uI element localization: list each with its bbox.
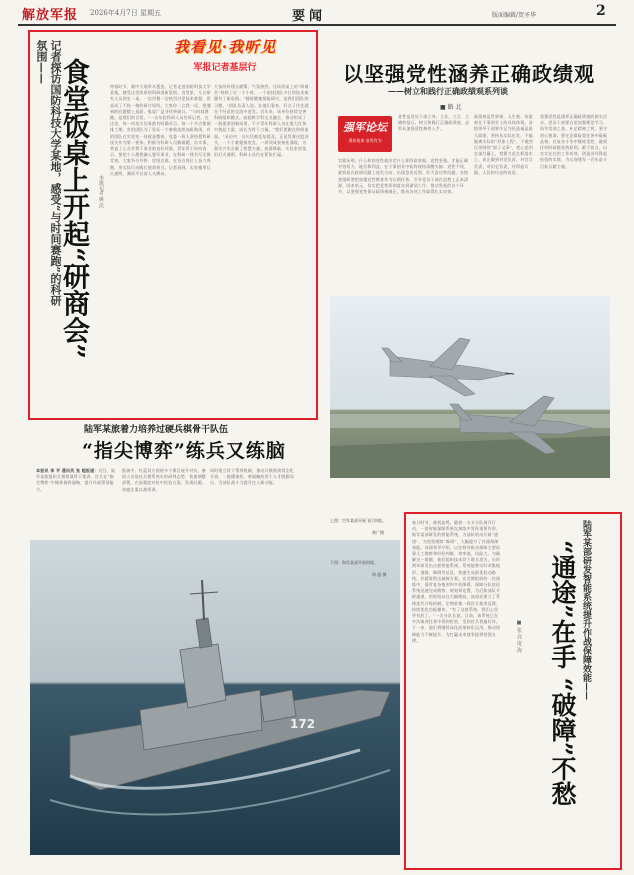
column-badge-sub: 勇担使命 奋发有为: [348, 138, 382, 143]
warship-photo: [30, 540, 400, 855]
banner-subtitle: 军报记者基层行: [193, 63, 257, 73]
jet-credit: 黄广摄: [372, 530, 384, 535]
right-article-headline: “通途”在手 “破障”不愁: [548, 540, 577, 807]
masthead-rule: [18, 24, 616, 26]
page-editors: 版面编辑/贺圣华: [492, 12, 537, 19]
feature-body-col-1: 仲春时节，湘中大地草木葱茏。记者走进国防科技大学某地，感受这里浓厚的科研创新氛围。食堂里，几名研究人员围坐一桌，一边用餐一边热烈讨论技术难题，饭桌成了不拘一格的研讨场所。大家你一言我一语，把遇到的问题摆上桌面，集思广益寻找突破口。“与时间赛跑，是我们的日常。”一名年轻科研人员告诉记者。在这里，每一项攻关任务都有明确节点，每一个节点都倒排工期。有的团队为了验证一个参数连续加班数周，有的团队在实验室一待就是整夜。党委一班人坚持把科研攻关作为第一要务，积极为科研人员解难题、办实事，营造了心无旁骛干事业的良好环境。青年骨干纷纷表示，要把个人理想融入强军事业，在科研一线书写无悔青春。大家争分夺秒、攻坚克难，在各自岗位上奋力奔跑，用实际行动践行使命担当。记者看到，实验楼里灯火通明，测试平台前人头攒动。: [110, 84, 211, 176]
jet-caption: 上图：空军某部开展飞行训练。: [330, 518, 386, 523]
editorial-body-col-3: 坚强党性是涵养正确政绩观的源头活水。党员干部要自觉加强理论学习，筑牢信仰之基，补足精神之钙，坚守初心使命。要在急难险重任务中砥砺品格，在复杂斗争中锤炼党性，做到任何时候都坚持原则、敢于担当，以实实在在的工作成效，创造出经得起检验的实绩，为实现建军一百年奋斗目标贡献力量。: [540, 114, 608, 169]
middle-body-col-3: 同时建立骨干帮带机制，推动兵棋推演常态化开展，一批懂指挥、善谋略的骨干人才脱颖而出，为部队战斗力提升注入新动能。: [210, 468, 294, 486]
middle-article-kicker: 陆军某旅着力培养过硬兵棋骨干队伍: [84, 425, 229, 435]
masthead: [0, 0, 634, 24]
article-headline: 食堂饭桌上开起“研商会”: [58, 58, 89, 360]
article-subtitle: 记者探访国防科技大学某地，感受“与时间赛跑”的科研氛围——: [35, 40, 62, 306]
fighter-jet-photo: [330, 296, 610, 478]
column-badge: [338, 116, 392, 152]
issue-date: 2026年4月7日 星期五: [90, 9, 161, 17]
editorial-body-col-1: 党性是党员干部立身、立业、立言、立德的基石。树立和践行正确政绩观，必须从加强党性修养入手。: [398, 114, 470, 132]
ship-credit: 周 超 摄: [372, 572, 387, 577]
middle-body-col-1: 本报讯 李 平 通讯员 张 超报道：近日，陆军某旅组织兵棋推演骨干集训，官兵在“指尖博弈”中锤炼指挥谋略，提升作战筹划能力。: [36, 468, 116, 492]
right-body-col-1: 春日时节，战机轰鸣。随着一支支分队展开行动，一套智能保障系统在演练中发挥重要作用。陆军某部研发的智能系统，为部队机动开辟“通途”，为攻坚排除“障碍”，大幅提升了作战保障效能。该部领导介绍，以往野外机动保障主要依靠人工勘察和经验判断，效率低、风险大。为破解这一难题，他们组织技术骨干联合攻关，历时两年研发出这套智能系统。系统能够实时采集地形、道路、障碍等信息，快速生成最优机动路线，并精准给出破障方案。在近期组织的一次演练中，面对复杂地形和多处障碍，保障分队依托系统迅速完成勘察、规划和处置，为后续部队开辟通道，用时较以往大幅缩短。该部还建立了系统迭代升级机制，定期收集一线官兵使用反馈，持续优化功能模块。“有了这套系统，我们心里更有底了。”一名分队长说。目前，该系统已在多次演训任务中得到检验，受到官兵普遍好评。下一步，他们将继续深化成果转化运用，推动保障能力不断提升，为打赢未来战争提供坚强支撑。: [412, 520, 501, 643]
right-article-subtitle: 陆军某部研发智能系统提升作战保障效能——: [581, 520, 591, 700]
reporter-banner: [150, 36, 300, 76]
middle-article-lead: 本报讯 李 平 通讯员 张 超报道：: [36, 468, 99, 473]
warship-image: [30, 540, 400, 855]
banner-title: 我看见·我听见: [173, 38, 277, 56]
page-number: 2: [596, 3, 606, 19]
article-byline: 本报记者 姚 沃: [98, 175, 104, 209]
editorial-body-col-4: 实践证明，什么样的党性就决定什么样的政绩观。党性坚强，才能正确对待权力、地位和利益，在干事创业中始终保持清醒头脑；党性不纯，就容易在政绩问题上迷失方向，出现急功近利、好大喜功等问题。各级党组织要把加强党性教育作为长期任务，引导党员干部在思想上正本清源、固本培元，切实把党性原则落实到谋划工作、推动发展的各个环节，以坚强党性保证政绩观端正，推动各项工作取得扎实成效。: [338, 158, 469, 195]
middle-body-col-2: 推演中，红蓝双方围绕多个课目展开对抗，参训人员依托兵棋系统实时研判态势，快速调整部署，在高强度对抗中检验方案、发现问题。该旅注重以战领训。: [122, 468, 206, 492]
editorial-byline: ■ 路 北: [440, 104, 462, 111]
right-article-byline: ■ 张 亮 庞 海: [516, 620, 522, 653]
section-title: 要闻: [292, 9, 327, 24]
fighter-jet-image: [330, 296, 610, 478]
editorial-headline: 以坚强党性涵养正确政绩观: [343, 62, 595, 86]
editorial-body-col-2: 政绩观是世界观、人生观、价值观在干事创业上的具体体现。各级领导干部要牢记为民造福是最大政绩，坚持从实际出发，不搞脱离实际的“形象工程”，不做劳民伤财的“面子文章”，把心思用在谋打赢上，把精力花在抓落实上，真正做到对党负责、对官兵负责、对历史负责，经得起实践、人民和历史的检验。: [474, 114, 534, 175]
ship-caption: 下图：海军某部开展训练。: [330, 560, 378, 565]
middle-article-headline: “指尖博弈”练兵又练脑: [82, 440, 286, 462]
ship-hull-number: 172: [290, 717, 316, 731]
editorial-subtitle: ——树立和践行正确政绩观系列谈: [388, 86, 508, 96]
column-badge-title: 强军论坛: [343, 121, 387, 134]
feature-body-col-2: 大家纷纷建言献策，气氛热烈。这场饭桌上的“研商会”持续了近一个小时，一个困扰团队多日的技术难题有了新思路。“随时随地都能研讨，是我们团队的习惯。”团队负责人说。在他们看来，好点子往往就在不经意的交流中迸发。近年来，该单位持续完善科研组织模式，鼓励跨学科交叉融合，推动形成了一批重要创新成果。不少青年科研人员在重大任务中挑起大梁，成长为骨干力量。“我们要跑在时间前面。”采访中，这句话被反复提及。正是凭着这股劲头，一个个难题被攻克，一项项成果接连涌现，为强军兴军贡献了智慧力量。夜幕降临，实验室里依旧灯火通明，科研人员仍在紧张忙碌。: [214, 84, 309, 158]
newspaper-logo: 解放军报: [22, 8, 79, 23]
